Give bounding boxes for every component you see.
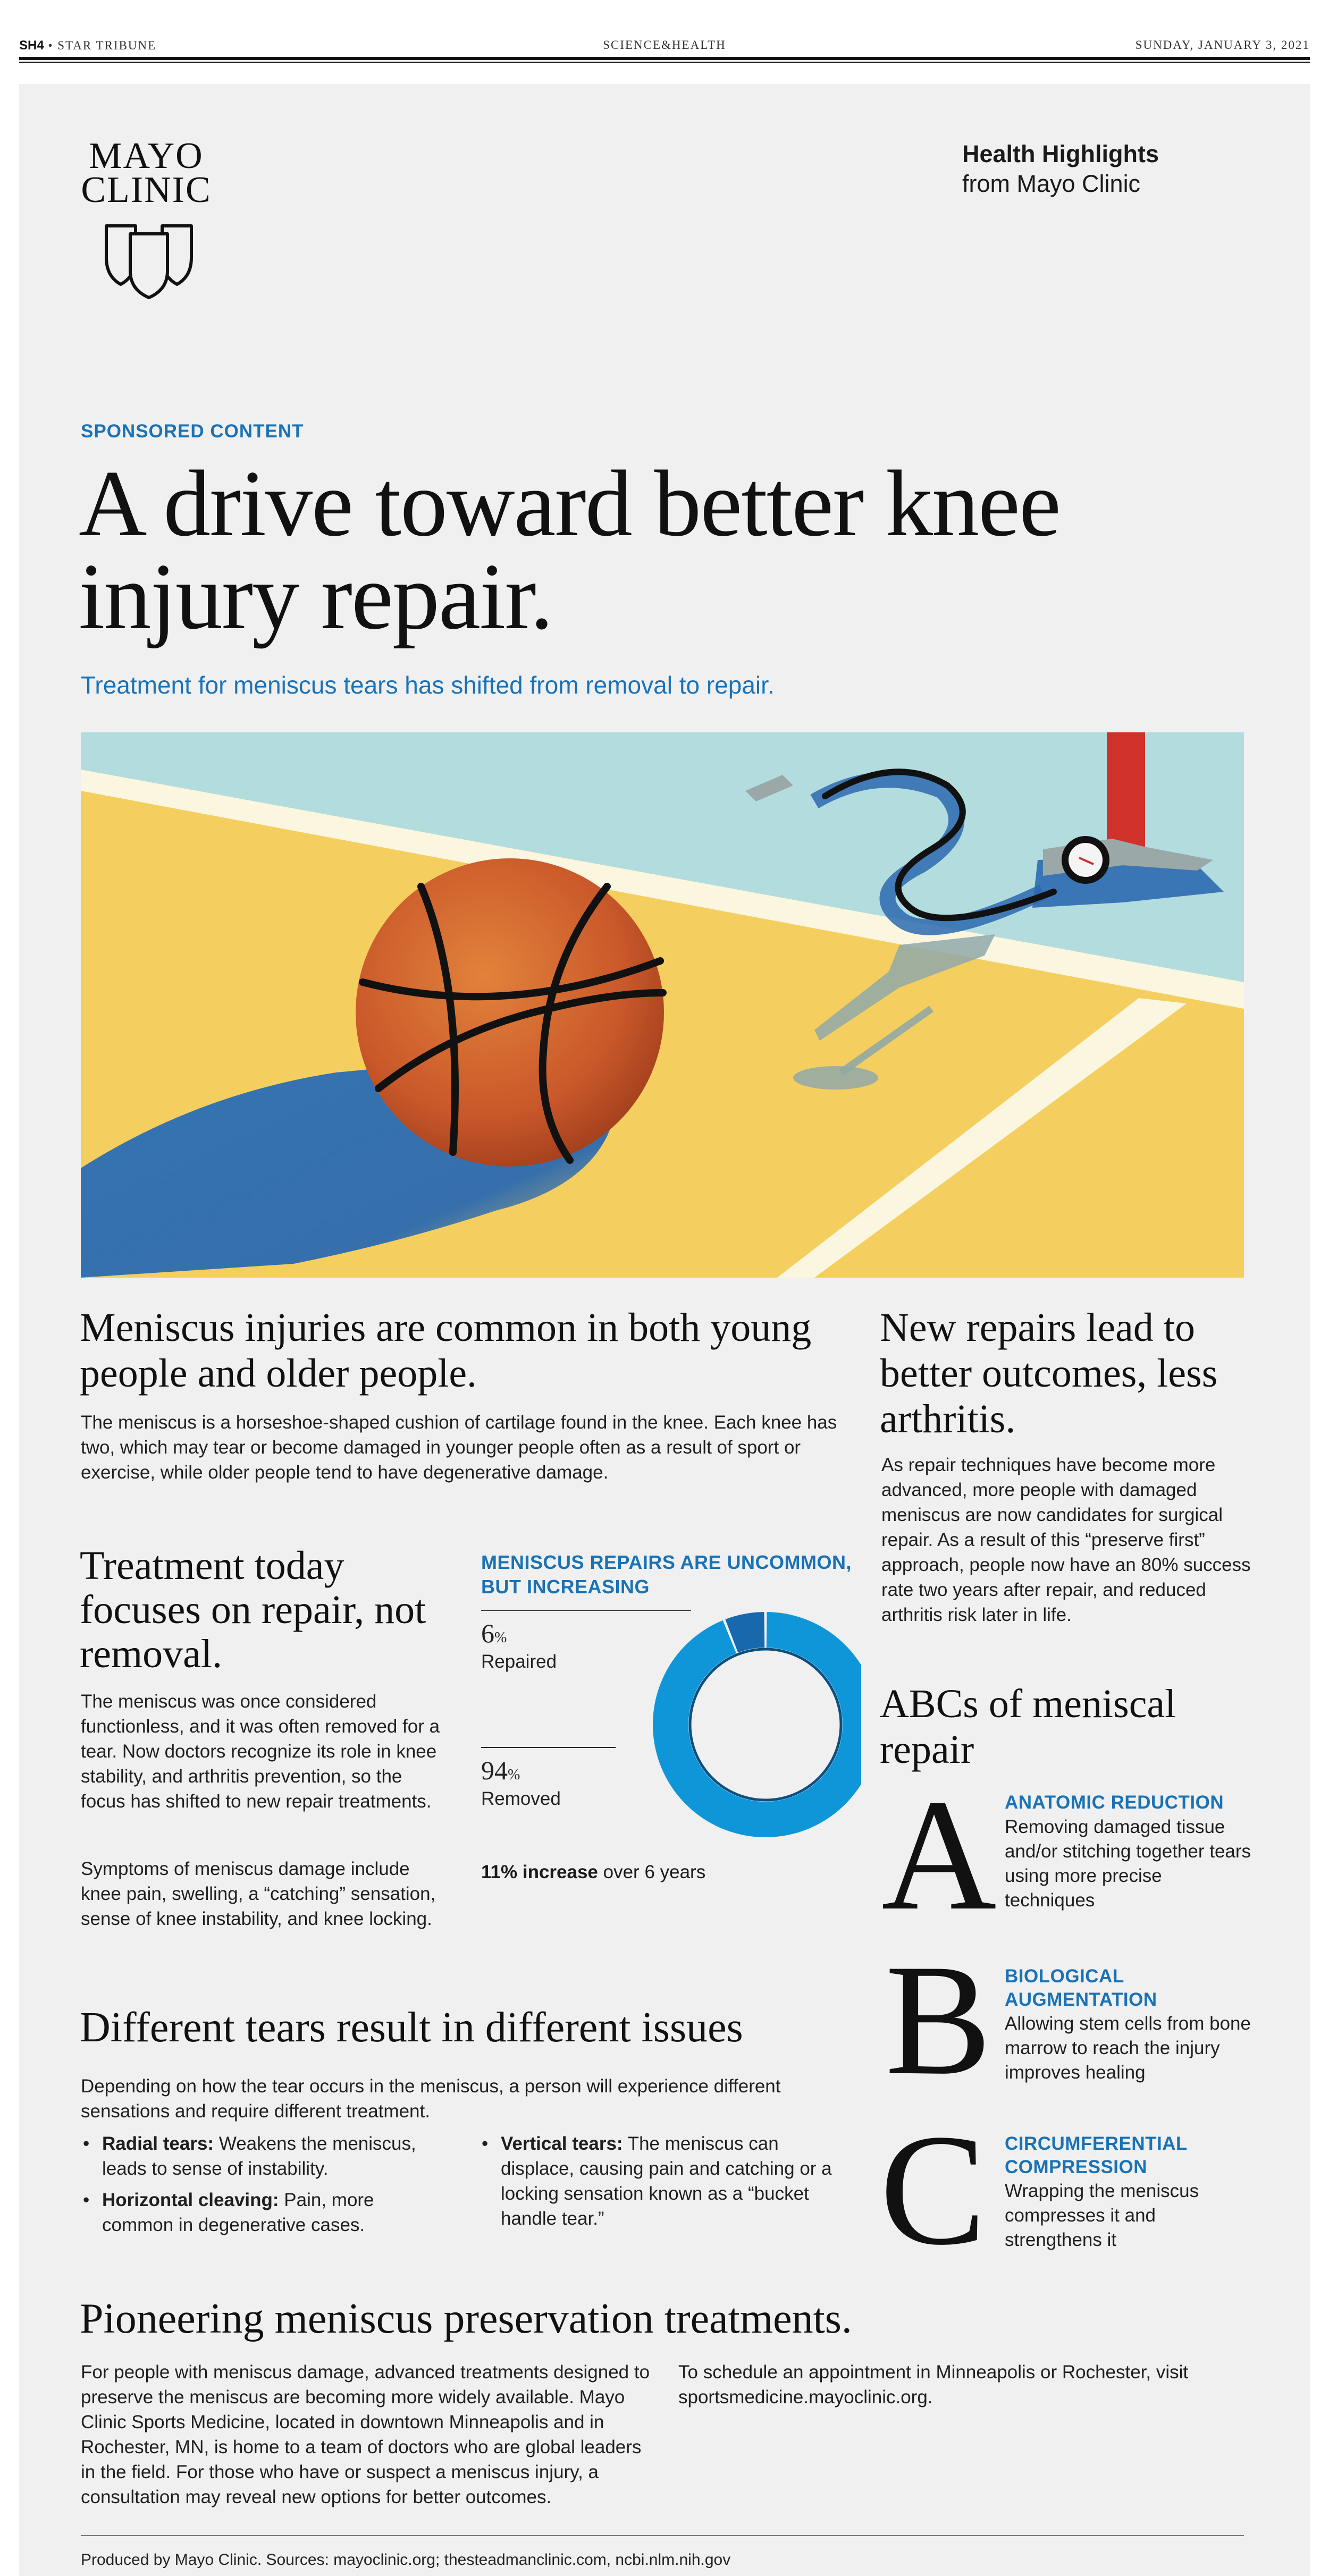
list-item [480, 2131, 852, 2231]
chart-caption [481, 1862, 705, 1883]
deck: Treatment for meniscus tears has shifted from removal to repair. [81, 671, 775, 699]
masthead-page: SH4 • STAR TRIBUNE [19, 38, 157, 53]
abc-title: CIRCUMFERENTIAL COMPRESSION [1005, 2133, 1188, 2177]
headline: A drive toward better knee injury repair. [79, 451, 1060, 649]
list-term: Vertical tears: [501, 2133, 623, 2154]
issue-date: SUNDAY, JANUARY 3, 2021 [1135, 38, 1310, 52]
masthead [19, 33, 1310, 60]
masthead-rule [19, 57, 1310, 60]
abc-heading: ABCs of meniscal repair [880, 1682, 1176, 1772]
logo-line-1: MAYO [89, 136, 204, 176]
section-body: Depending on how the tear occurs in the meniscus, a person will experience different sensations and require different treatment. [81, 2076, 781, 2122]
section-heading: Pioneering meniscus preservation treatments. [80, 2295, 852, 2342]
sponsored-label: SPONSORED CONTENT [81, 421, 304, 442]
masthead-rule-thin [19, 62, 1310, 63]
section-heading: New repairs lead to better outcomes, less arthritis. [880, 1305, 1218, 1441]
abc-title: BIOLOGICAL AUGMENTATION [1005, 1966, 1157, 2010]
tear-types-list [81, 2131, 442, 2244]
appointment-cta: To schedule an appointment in Minneapolis or Rochester, visit sportsmedicine.mayoclinic.org. [678, 2362, 1189, 2408]
abc-letter: A [881, 1767, 997, 1943]
footer-sources: Produced by Mayo Clinic. Sources: mayoclinic.org; thesteadmanclinic.com, ncbi.nlm.nih.gov [81, 2551, 731, 2569]
chart-caption-text: over 6 years [598, 1862, 706, 1882]
list-text: The meniscus can displace, causing pain and catching or a locking sensation known as a “bucket handle tear.” [501, 2133, 832, 2229]
list-text: Weakens the meniscus, leads to sense of instability. [102, 2133, 416, 2179]
section-body: For people with meniscus damage, advanced treatments designed to preserve the meniscus are becoming more widely available. Mayo Clinic Sports Medicine, located in downtown Minneapolis and in Rochester, MN, is home to a team of doctors who are global leaders in the field. For those who have or suspect a meniscus injury, a consultation may reveal new options for better outcomes. [81, 2362, 650, 2507]
section-body: As repair techniques have become more advanced, more people with damaged meniscus are now candidates for surgical repair. As a result of this “preserve first” approach, people now have an 80% success rate two years after repair, and reduced arthritis risk later in life. [881, 1455, 1251, 1625]
chart-slices [653, 1612, 861, 1837]
section-heading: Different tears result in different issues [80, 2004, 743, 2051]
abc-description: Wrapping the meniscus compresses it and strengthens it [1005, 2181, 1199, 2250]
header-title: Health Highlights [962, 140, 1159, 167]
chart-value-label: 94% [481, 1755, 520, 1785]
chart-inner-ring [690, 1649, 841, 1800]
section-body: Symptoms of meniscus damage include knee pain, swelling, a “catching” sensation, sense of knee instability, and knee locking. [81, 1859, 436, 1929]
section-name: SCIENCE&HEALTH [603, 38, 726, 52]
abc-description: Allowing stem cells from bone marrow to reach the injury improves healing [1005, 2013, 1251, 2083]
section-heading: Meniscus injuries are common in both young people and older people. [80, 1305, 812, 1396]
chart-value-label: 6% [481, 1618, 507, 1648]
list-term: Horizontal cleaving: [102, 2190, 279, 2210]
abc-description: Removing damaged tissue and/or stitching together tears using more precise techniques [1005, 1817, 1251, 1911]
footer-rule [81, 2535, 1244, 2536]
tear-types-list [480, 2131, 852, 2237]
section-body: The meniscus was once considered functionless, and it was often removed for a tear. Now doctors recognize its role in knee stability, and arthritis prevention, so the focus has shifted to new repair treatments. [81, 1691, 440, 1812]
chart-caption-emphasis: 11% increase [481, 1862, 598, 1882]
chart-category-label: Removed [481, 1788, 561, 1809]
mayo-shield-logo-icon [104, 221, 194, 300]
section-body: The meniscus is a horseshoe-shaped cushion of cartilage found in the knee. Each knee has two, which may tear or become damaged in younger people often as a result of sport or exercise, while older people tend to have degenerative damage. [81, 1412, 837, 1483]
chart-category-label: Repaired [481, 1651, 557, 1672]
list-item [81, 2188, 442, 2237]
section-heading: Treatment today focuses on repair, not removal. [80, 1543, 426, 1676]
page-number: SH4 [19, 38, 44, 53]
list-text: Pain, more common in degenerative cases. [102, 2190, 374, 2235]
logo-line-2: CLINIC [81, 170, 212, 210]
donut-chart [478, 1610, 861, 1860]
mayo-clinic-logo [77, 136, 215, 210]
abc-letter: C [880, 2101, 987, 2278]
list-item [81, 2131, 442, 2181]
chart-title: MENISCUS REPAIRS ARE UNCOMMON, BUT INCREASING [481, 1551, 852, 1598]
basketball-illustration [81, 732, 1244, 1278]
list-term: Radial tears: [102, 2133, 214, 2154]
header-subtitle: from Mayo Clinic [962, 170, 1141, 197]
pump-shaft [1107, 732, 1145, 855]
basketball [356, 858, 664, 1167]
abc-letter: B [885, 1931, 992, 2108]
paper-name: STAR TRIBUNE [57, 39, 157, 52]
abc-title: ANATOMIC REDUCTION [1005, 1792, 1224, 1813]
